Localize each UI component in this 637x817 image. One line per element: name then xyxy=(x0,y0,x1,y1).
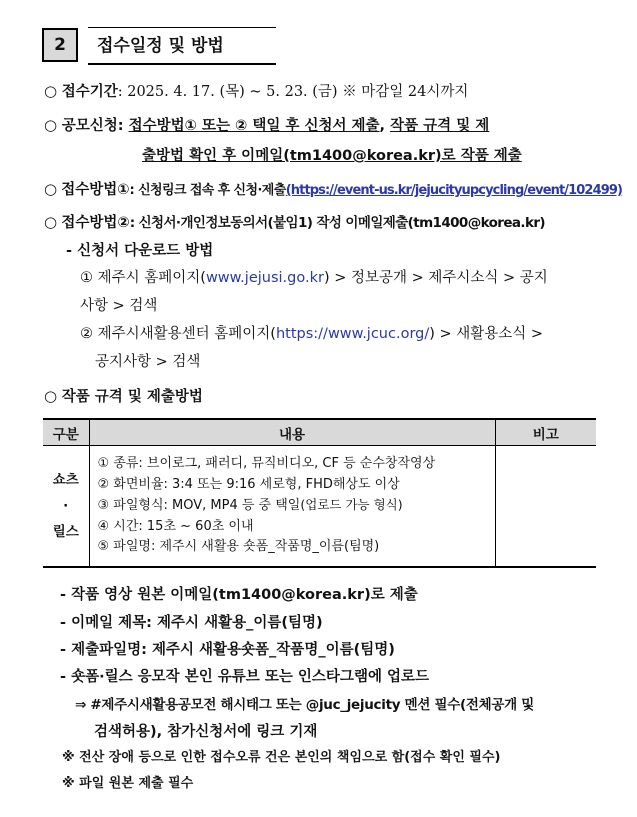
specs-row xyxy=(44,385,203,406)
application-label: 공모신청 xyxy=(61,118,118,134)
bullet-circle-icon: ○ xyxy=(44,387,58,405)
spec-item: ② 화면비율: 3:4 또는 9:16 세로형, FHD해상도 이상 xyxy=(97,476,400,492)
specs-title: 작품 규격 및 제출방법 xyxy=(61,389,203,405)
period-row xyxy=(44,80,468,101)
application-row: ○ 공모신청: 접수방법① 또는 ② 택일 후 신청서 제출, 작품 규격 및 제 xyxy=(44,116,490,134)
method1-link[interactable]: (https://event-us.kr/jejucityupcycling/event/102499) xyxy=(285,183,623,198)
specs-table xyxy=(43,418,596,568)
download-title: - 신청서 다운로드 방법 xyxy=(66,243,214,259)
method1-label: 접수방법① xyxy=(61,182,130,198)
download-step-2-cont: 공지사항 > 검색 xyxy=(95,354,201,370)
bullet-circle-icon: ○ xyxy=(44,213,58,231)
table-header-row xyxy=(43,419,596,446)
note-item: ※ 전산 장애 등으로 인한 접수오류 건은 본인의 책임으로 함(접수 확인 필수) xyxy=(62,750,501,765)
submission-hashtag: ⇒ #제주시새활용공모전 해시태그 또는 @juc_jejucity 멘션 필수(전체공개 및 xyxy=(75,697,534,713)
submission-item: - 작품 영상 원본 이메일(tm1400@korea.kr)로 제출 xyxy=(60,587,418,603)
section-number: 2 xyxy=(42,28,78,62)
jcuc-link[interactable]: https://www.jcuc.org/ xyxy=(275,326,430,342)
submission-hashtag-cont: 검색허용), 참가신청서에 링크 기재 xyxy=(94,724,318,740)
method2-label: 접수방법② xyxy=(61,215,130,231)
submission-item: - 제출파일명: 제주시 새활용숏폼_작품명_이름(팀명) xyxy=(60,642,395,658)
method2-row xyxy=(44,211,545,232)
content-cell xyxy=(89,446,495,568)
method1-row xyxy=(44,178,622,199)
spec-item: ③ 파일형식: MOV, MP4 등 중 택일(업로드 가능 형식) xyxy=(97,497,403,514)
bullet-circle-icon: ○ xyxy=(44,180,58,198)
jejusi-link[interactable]: www.jejusi.go.kr xyxy=(205,270,324,286)
download-step-2: ② 제주시새활용센터 홈페이지(https://www.jcuc.org/) > 새활용소식 > xyxy=(80,326,544,342)
spec-item: ④ 시간: 15초 ~ 60초 이내 xyxy=(97,518,254,534)
period-label: 접수기간 xyxy=(61,84,118,100)
section-title-top-rule xyxy=(88,27,276,28)
header-category: 구분 xyxy=(43,419,89,446)
application-text-2: 출방법 확인 후 이메일(tm1400@korea.kr)로 작품 제출 xyxy=(142,148,522,164)
application-text-1b: 작품 규격 및 제 xyxy=(390,118,490,134)
download-step-1-cont: 사항 > 검색 xyxy=(80,298,158,314)
method2-text: : 신청서·개인정보동의서(붙임1) 작성 이메일제출(tm1400@korea.kr) xyxy=(129,215,545,231)
category-cell: 쇼츠 · 릴스 xyxy=(43,446,89,568)
spec-item: ⑤ 파일명: 제주시 새활용 숏폼_작품명_이름(팀명) xyxy=(97,539,380,555)
method1-text: : 신청링크 접속 후 신청·제출 xyxy=(129,183,286,198)
bullet-circle-icon: ○ xyxy=(44,116,58,134)
note-item: ※ 파일 원본 제출 필수 xyxy=(62,776,194,791)
application-text-1a: 접수방법① 또는 ② 택일 후 신청서 제출 xyxy=(128,118,380,134)
download-step-1: ① 제주시 홈페이지(www.jejusi.go.kr) > 정보공개 > 제주시소식 > 공지 xyxy=(80,270,548,286)
period-text: : 2025. 4. 17. (목) ~ 5. 23. (금) ※ 마감일 24시까지 xyxy=(117,84,469,100)
submission-item: - 숏폼·릴스 응모작 본인 유튜브 또는 인스타그램에 업로드 xyxy=(60,669,430,685)
note-cell xyxy=(495,446,596,568)
bullet-circle-icon: ○ xyxy=(44,82,58,100)
section-title-bottom-rule xyxy=(88,63,276,65)
table-row xyxy=(43,446,596,568)
spec-item: ① 종류: 브이로그, 패러디, 뮤직비디오, CF 등 순수창작영상 xyxy=(97,456,436,472)
header-content: 내용 xyxy=(89,419,495,446)
header-note: 비고 xyxy=(495,419,596,446)
section-title: 접수일정 및 방법 xyxy=(97,36,224,56)
submission-item: - 이메일 제목: 제주시 새활용_이름(팀명) xyxy=(60,615,323,631)
